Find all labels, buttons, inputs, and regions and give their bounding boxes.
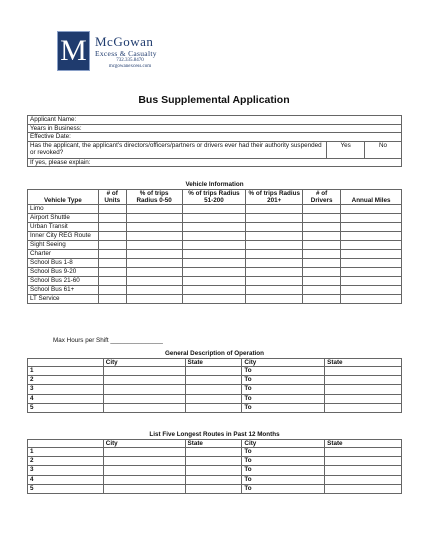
routes-column-header: State (325, 439, 402, 448)
explain-field[interactable]: If yes, please explain: (28, 158, 402, 167)
vehicle-input-cell[interactable] (246, 241, 303, 250)
routes-column-header: State (185, 439, 242, 448)
logo-badge (57, 31, 90, 71)
routes-row-number: 1 (28, 448, 104, 457)
vehicle-input-cell[interactable] (182, 214, 246, 223)
vehicle-type-label: LT Service (28, 295, 99, 304)
vehicle-row (28, 214, 402, 223)
vehicle-input-cell[interactable] (126, 232, 182, 241)
vehicle-input-cell[interactable] (98, 232, 126, 241)
vehicle-column-header: # of Drivers (303, 190, 341, 205)
vehicle-table (27, 181, 402, 304)
routes-state-cell[interactable] (185, 466, 242, 475)
vehicle-input-cell[interactable] (246, 277, 303, 286)
operation-city-cell[interactable] (103, 385, 185, 394)
vehicle-input-cell[interactable] (341, 232, 402, 241)
vehicle-input-cell[interactable] (98, 223, 126, 232)
years-in-business-field[interactable]: Years in Business: (28, 124, 402, 133)
vehicle-row (28, 205, 402, 214)
routes-city-cell[interactable] (103, 466, 185, 475)
routes-to-label: To (242, 457, 325, 466)
operation-state-cell[interactable] (185, 394, 242, 403)
routes-state-cell[interactable] (325, 448, 402, 457)
vehicle-input-cell[interactable] (341, 277, 402, 286)
vehicle-input-cell[interactable] (98, 286, 126, 295)
logo-text (95, 35, 165, 70)
vehicle-column-header: % of trips Radius 51-200 (182, 190, 246, 205)
yes-option[interactable]: Yes (327, 141, 365, 158)
routes-section-title: List Five Longest Routes in Past 12 Months (149, 431, 280, 438)
operation-row (28, 367, 402, 376)
routes-state-cell[interactable] (325, 484, 402, 493)
vehicle-input-cell[interactable] (126, 205, 182, 214)
vehicle-input-cell[interactable] (182, 286, 246, 295)
page-title: Bus Supplemental Application (138, 94, 290, 106)
routes-row (28, 448, 402, 457)
vehicle-input-cell[interactable] (98, 295, 126, 304)
vehicle-input-cell[interactable] (341, 250, 402, 259)
vehicle-input-cell[interactable] (303, 241, 341, 250)
vehicle-input-cell[interactable] (303, 268, 341, 277)
vehicle-input-cell[interactable] (246, 250, 303, 259)
vehicle-input-cell[interactable] (303, 295, 341, 304)
vehicle-input-cell[interactable] (126, 277, 182, 286)
operation-state-cell[interactable] (325, 376, 402, 385)
routes-row (28, 457, 402, 466)
routes-city-cell[interactable] (103, 475, 185, 484)
vehicle-input-cell[interactable] (98, 214, 126, 223)
operation-column-header: State (325, 358, 402, 367)
routes-to-label: To (242, 475, 325, 484)
vehicle-input-cell[interactable] (341, 259, 402, 268)
vehicle-input-cell[interactable] (126, 259, 182, 268)
vehicle-row (28, 286, 402, 295)
operation-row-number: 4 (28, 394, 104, 403)
operation-to-label: To (242, 367, 325, 376)
vehicle-column-header: # of Units (98, 190, 126, 205)
vehicle-input-cell[interactable] (182, 295, 246, 304)
vehicle-input-cell[interactable] (246, 259, 303, 268)
operation-column-header (28, 358, 104, 367)
vehicle-input-cell[interactable] (182, 250, 246, 259)
routes-table (27, 431, 402, 494)
routes-state-cell[interactable] (325, 466, 402, 475)
routes-row-number: 5 (28, 484, 104, 493)
vehicle-row (28, 277, 402, 286)
vehicle-input-cell[interactable] (182, 241, 246, 250)
vehicle-type-label: School Bus 21-60 (28, 277, 99, 286)
vehicle-type-label: Limo (28, 205, 99, 214)
vehicle-column-header: Annual Miles (341, 190, 402, 205)
routes-to-label: To (242, 484, 325, 493)
vehicle-input-cell[interactable] (341, 214, 402, 223)
vehicle-input-cell[interactable] (303, 205, 341, 214)
vehicle-input-cell[interactable] (341, 205, 402, 214)
suspension-question: Has the applicant, the applicant's directors/officers/partners or drivers ever had their authority suspended or revoked? (28, 141, 327, 158)
routes-state-cell[interactable] (185, 475, 242, 484)
vehicle-row (28, 250, 402, 259)
vehicle-type-label: School Bus 1-8 (28, 259, 99, 268)
routes-row (28, 475, 402, 484)
routes-to-label: To (242, 466, 325, 475)
vehicle-row (28, 259, 402, 268)
vehicle-column-header: % of trips Radius 0-50 (126, 190, 182, 205)
operation-state-cell[interactable] (325, 367, 402, 376)
vehicle-input-cell[interactable] (98, 205, 126, 214)
operation-city-cell[interactable] (103, 367, 185, 376)
routes-row-number: 4 (28, 475, 104, 484)
vehicle-type-label: Inner City REG Route (28, 232, 99, 241)
operation-row (28, 376, 402, 385)
vehicle-input-cell[interactable] (182, 223, 246, 232)
logo-website: mcgowanexcess.com (108, 64, 152, 69)
operation-section-title: General Description of Operation (164, 350, 265, 357)
company-logo (57, 31, 177, 76)
operation-state-cell[interactable] (185, 367, 242, 376)
logo-company-name: McGowan (95, 34, 154, 49)
vehicle-input-cell[interactable] (303, 232, 341, 241)
operation-row-number: 3 (28, 385, 104, 394)
routes-row (28, 484, 402, 493)
vehicle-column-header: % of trips Radius 201+ (246, 190, 303, 205)
vehicle-input-cell[interactable] (126, 250, 182, 259)
max-hours-field[interactable]: Max Hours per Shift _______________ (53, 337, 163, 344)
applicant-table (27, 115, 402, 167)
vehicle-type-label: School Bus 61+ (28, 286, 99, 295)
vehicle-type-label: Sight Seeing (28, 241, 99, 250)
routes-row-number: 2 (28, 457, 104, 466)
routes-row-number: 3 (28, 466, 104, 475)
vehicle-row (28, 232, 402, 241)
vehicle-input-cell[interactable] (246, 295, 303, 304)
vehicle-input-cell[interactable] (303, 223, 341, 232)
operation-state-cell[interactable] (325, 403, 402, 412)
vehicle-input-cell[interactable] (126, 268, 182, 277)
vehicle-input-cell[interactable] (303, 286, 341, 295)
vehicle-input-cell[interactable] (126, 241, 182, 250)
vehicle-section-title: Vehicle Information (185, 181, 244, 188)
operation-row (28, 403, 402, 412)
vehicle-input-cell[interactable] (182, 205, 246, 214)
vehicle-row (28, 268, 402, 277)
routes-column-header: City (103, 439, 185, 448)
operation-row-number: 2 (28, 376, 104, 385)
vehicle-input-cell[interactable] (341, 223, 402, 232)
routes-column-header (28, 439, 104, 448)
vehicle-input-cell[interactable] (98, 259, 126, 268)
vehicle-row (28, 295, 402, 304)
operation-city-cell[interactable] (103, 376, 185, 385)
routes-state-cell[interactable] (325, 475, 402, 484)
operation-state-cell[interactable] (325, 385, 402, 394)
operation-row-number: 5 (28, 403, 104, 412)
vehicle-input-cell[interactable] (126, 286, 182, 295)
routes-row (28, 466, 402, 475)
routes-city-cell[interactable] (103, 448, 185, 457)
vehicle-input-cell[interactable] (246, 286, 303, 295)
no-option[interactable]: No (365, 141, 402, 158)
vehicle-column-header: Vehicle Type (28, 190, 99, 205)
vehicle-input-cell[interactable] (246, 214, 303, 223)
routes-state-cell[interactable] (185, 448, 242, 457)
vehicle-input-cell[interactable] (246, 205, 303, 214)
routes-to-label: To (242, 448, 325, 457)
operation-column-header: City (242, 358, 325, 367)
operation-city-cell[interactable] (103, 394, 185, 403)
vehicle-input-cell[interactable] (341, 286, 402, 295)
vehicle-type-label: Charter (28, 250, 99, 259)
applicant-name-field[interactable]: Applicant Name: (28, 116, 402, 125)
routes-state-cell[interactable] (325, 457, 402, 466)
logo-initial: M (60, 34, 87, 67)
vehicle-input-cell[interactable] (98, 277, 126, 286)
vehicle-row (28, 223, 402, 232)
vehicle-input-cell[interactable] (303, 277, 341, 286)
operation-column-header: City (103, 358, 185, 367)
routes-column-header: City (242, 439, 325, 448)
vehicle-input-cell[interactable] (246, 268, 303, 277)
logo-subtitle: Excess & Casualty (95, 49, 157, 58)
operation-to-label: To (242, 394, 325, 403)
vehicle-input-cell[interactable] (126, 295, 182, 304)
operation-state-cell[interactable] (185, 376, 242, 385)
operation-city-cell[interactable] (103, 403, 185, 412)
operation-to-label: To (242, 403, 325, 412)
logo-phone: 732.335.8470 (116, 58, 144, 63)
vehicle-input-cell[interactable] (98, 250, 126, 259)
vehicle-input-cell[interactable] (341, 295, 402, 304)
vehicle-input-cell[interactable] (303, 259, 341, 268)
vehicle-input-cell[interactable] (98, 241, 126, 250)
vehicle-type-label: Airport Shuttle (28, 214, 99, 223)
operation-row (28, 385, 402, 394)
operation-state-cell[interactable] (185, 385, 242, 394)
vehicle-input-cell[interactable] (246, 232, 303, 241)
routes-state-cell[interactable] (185, 484, 242, 493)
vehicle-type-label: School Bus 9-20 (28, 268, 99, 277)
operation-to-label: To (242, 385, 325, 394)
vehicle-type-label: Urban Transit (28, 223, 99, 232)
vehicle-input-cell[interactable] (182, 277, 246, 286)
operation-state-cell[interactable] (325, 394, 402, 403)
vehicle-row (28, 241, 402, 250)
routes-state-cell[interactable] (185, 457, 242, 466)
vehicle-input-cell[interactable] (303, 214, 341, 223)
vehicle-input-cell[interactable] (182, 268, 246, 277)
operation-column-header: State (185, 358, 242, 367)
operation-row-number: 1 (28, 367, 104, 376)
vehicle-input-cell[interactable] (246, 223, 303, 232)
operation-to-label: To (242, 376, 325, 385)
effective-date-field[interactable]: Effective Date: (28, 133, 402, 142)
operation-state-cell[interactable] (185, 403, 242, 412)
vehicle-input-cell[interactable] (341, 268, 402, 277)
operation-row (28, 394, 402, 403)
vehicle-input-cell[interactable] (182, 232, 246, 241)
vehicle-input-cell[interactable] (341, 241, 402, 250)
vehicle-input-cell[interactable] (126, 214, 182, 223)
vehicle-input-cell[interactable] (98, 268, 126, 277)
vehicle-input-cell[interactable] (182, 259, 246, 268)
vehicle-input-cell[interactable] (126, 223, 182, 232)
routes-city-cell[interactable] (103, 484, 185, 493)
routes-city-cell[interactable] (103, 457, 185, 466)
vehicle-input-cell[interactable] (303, 250, 341, 259)
operation-table (27, 350, 402, 413)
